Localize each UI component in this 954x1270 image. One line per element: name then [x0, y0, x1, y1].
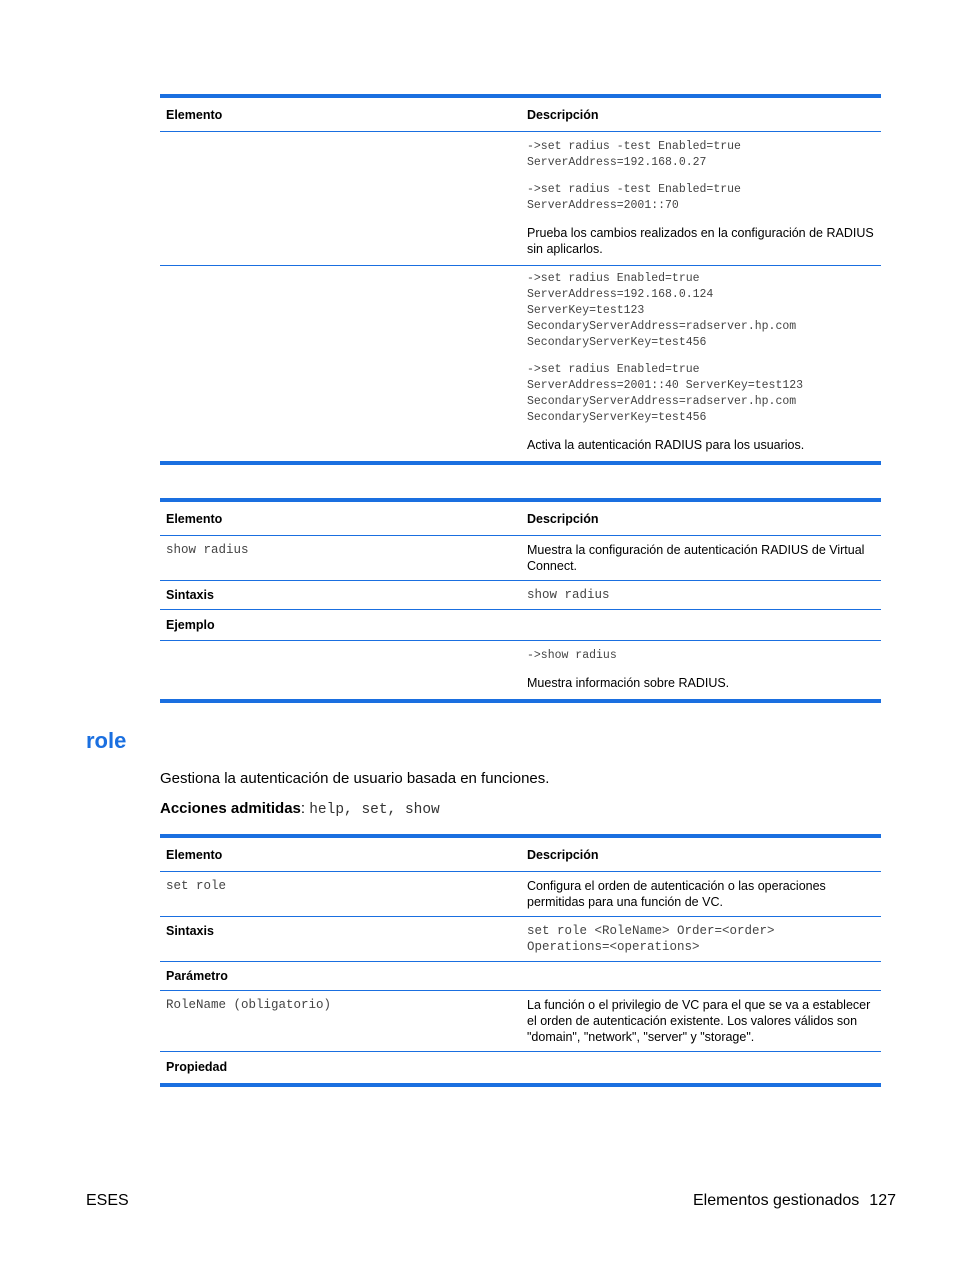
footer-section: [683, 1192, 896, 1210]
table-row: [160, 872, 881, 917]
table-row: [160, 581, 881, 610]
actions-colon: :: [300, 800, 310, 817]
command-description: Configura el orden de autenticación o las operaciones permitidas para una función de VC.: [527, 879, 826, 909]
command-description: Muestra la configuración de autenticación RADIUS de Virtual Connect.: [527, 543, 865, 573]
table-row: [160, 266, 881, 461]
code-example: ->set radius Enabled=true ServerAddress=2001::40 ServerKey=test123 SecondaryServerAddress=radserver.hp.com SecondaryServerKey=test456: [527, 363, 804, 424]
header-elemento: Elemento: [166, 848, 223, 862]
row-descripcion: [521, 266, 881, 461]
syntax-label: Sintaxis: [166, 924, 214, 938]
row-descripcion: [521, 132, 881, 265]
actions-label: Acciones admitidas: [160, 800, 301, 817]
table-row: [160, 610, 881, 641]
footer-locale: ESES: [86, 1192, 129, 1209]
page-number: 127: [869, 1192, 896, 1209]
command-name: set role: [166, 879, 227, 893]
parameter-value: [521, 962, 881, 990]
syntax-label: Sintaxis: [166, 588, 214, 602]
table-row: [160, 641, 881, 699]
code-example: ->set radius -test Enabled=true ServerAddress=2001::70: [527, 183, 741, 212]
section-intro: Gestiona la autenticación de usuario basada en funciones.: [160, 770, 550, 787]
row-elemento: [160, 266, 521, 461]
header-descripcion: Descripción: [527, 108, 599, 122]
footer-section-title: Elementos gestionados: [692, 1192, 860, 1209]
header-elemento: Elemento: [166, 512, 223, 526]
parameter-name: RoleName (obligatorio): [166, 998, 332, 1012]
property-value: [521, 1052, 881, 1083]
row-elemento: [160, 641, 521, 699]
description-text: Activa la autenticación RADIUS para los usuarios.: [527, 438, 805, 452]
section-title: role: [86, 728, 127, 753]
table-header: [160, 98, 881, 132]
syntax-value: show radius: [527, 588, 610, 602]
radius-set-table: [160, 94, 881, 465]
command-name: show radius: [166, 543, 249, 557]
code-example: ->show radius: [527, 649, 617, 662]
table-header: [160, 502, 881, 536]
code-example: ->set radius -test Enabled=true ServerAddress=192.168.0.27: [527, 140, 741, 169]
show-radius-table: [160, 498, 881, 703]
code-example: ->set radius Enabled=true ServerAddress=192.168.0.124 ServerKey=test123 SecondaryServerAddress=radserver.hp.com SecondaryServerKey=test456: [527, 272, 797, 349]
parameter-description: La función o el privilegio de VC para el que se va a establecer el orden de autenticación existente. Los valores válidos son "domain", "network", "server" y "storage".: [527, 998, 871, 1044]
row-descripcion: [521, 641, 881, 699]
actions-values: help, set, show: [309, 802, 440, 818]
table-header: [160, 838, 881, 872]
table-row: [160, 917, 881, 962]
table-row: [160, 536, 881, 581]
parameter-label: Parámetro: [166, 969, 228, 983]
header-descripcion: Descripción: [527, 512, 599, 526]
example-label: Ejemplo: [166, 618, 215, 632]
syntax-value: set role <RoleName> Order=<order> Operations=<operations>: [527, 924, 775, 954]
header-elemento: Elemento: [166, 108, 223, 122]
description-text: Muestra información sobre RADIUS.: [527, 676, 730, 690]
table-row: [160, 1052, 881, 1083]
supported-actions: [160, 800, 440, 818]
property-label: Propiedad: [166, 1060, 228, 1074]
description-text: Prueba los cambios realizados en la configuración de RADIUS sin aplicarlos.: [527, 226, 874, 256]
table-row: [160, 962, 881, 991]
header-descripcion: Descripción: [527, 848, 599, 862]
table-row: [160, 991, 881, 1052]
row-elemento: [160, 132, 521, 265]
table-row: [160, 132, 881, 266]
set-role-table: [160, 834, 881, 1087]
example-value: [521, 610, 881, 640]
